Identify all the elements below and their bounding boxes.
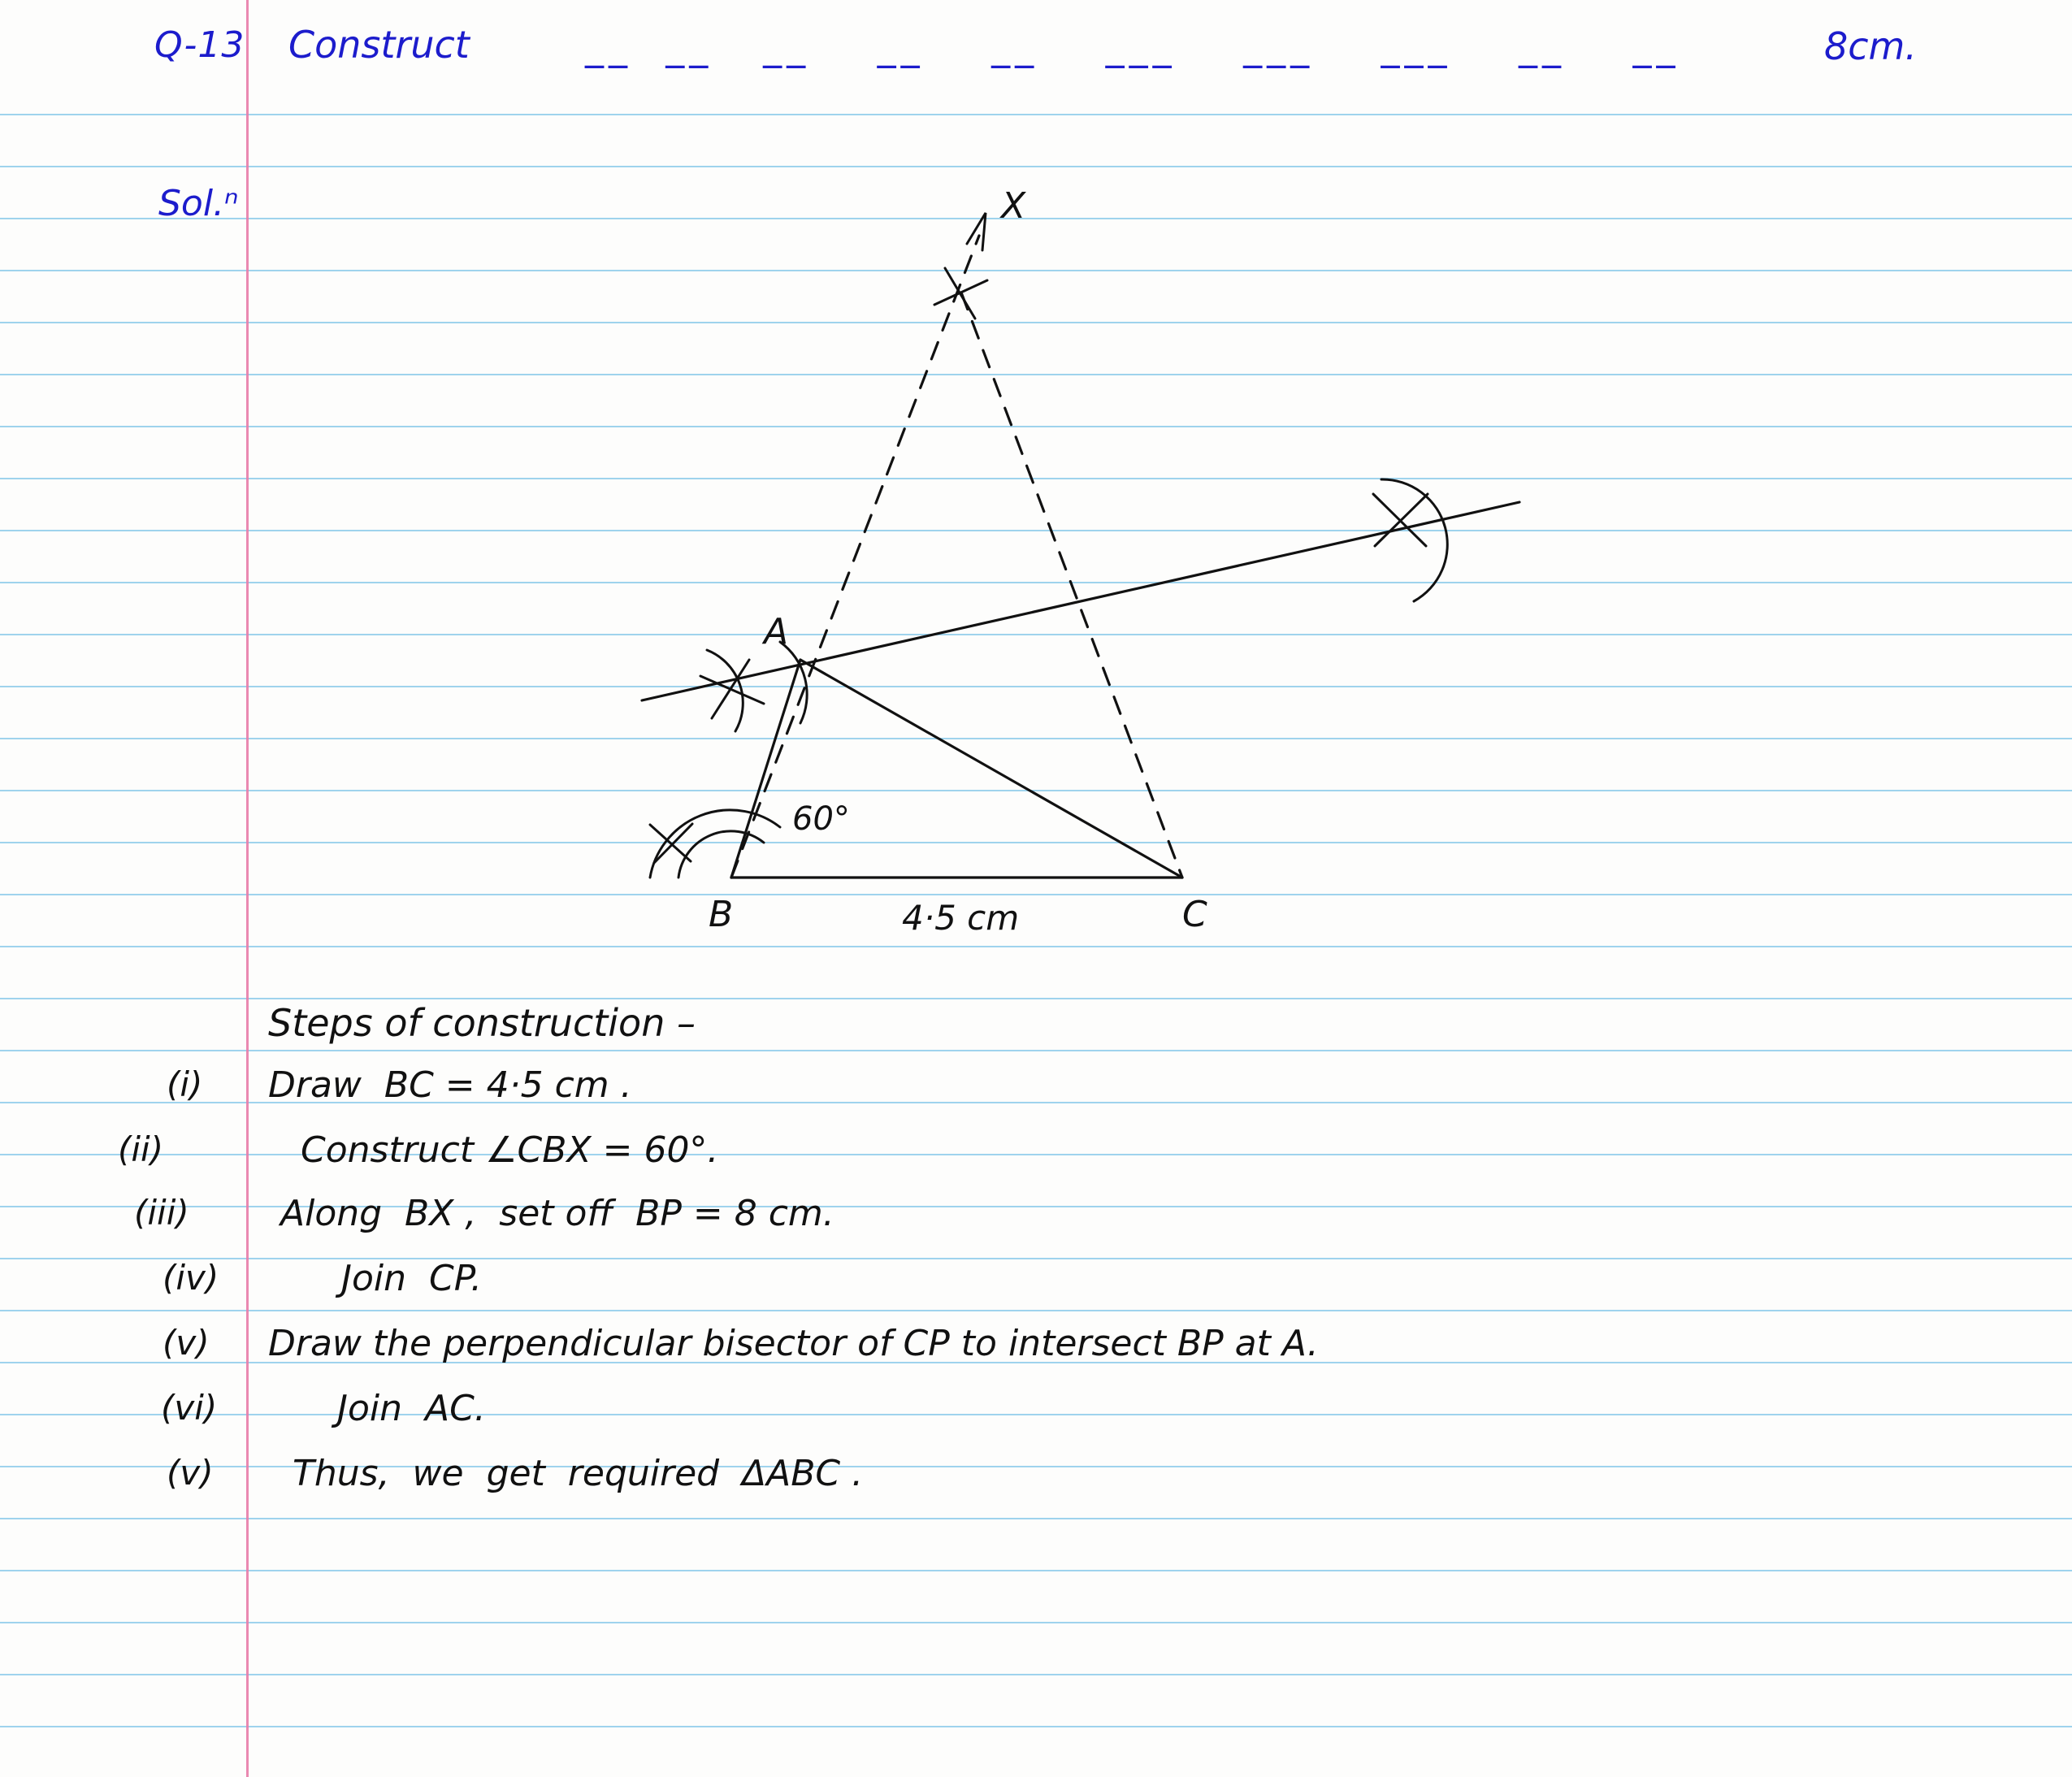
label-C: C [1182, 894, 1207, 935]
question-value: 8cm. [1824, 24, 1917, 68]
ray-BX [731, 236, 979, 878]
step-number: (v) [163, 1323, 210, 1363]
segment-AC [800, 660, 1182, 878]
step-text: Along BX , set off BP = 8 cm. [280, 1193, 834, 1234]
solution-label: Sol.ⁿ [158, 183, 239, 224]
label-A: A [764, 611, 789, 652]
step-text: Join CP. [341, 1258, 483, 1299]
question-number: Q-13 [154, 24, 245, 66]
step-number: (vi) [161, 1388, 218, 1428]
step-text: Join AC. [337, 1388, 486, 1429]
step-text: Draw BC = 4·5 cm . [268, 1064, 632, 1106]
step-number: (ii) [118, 1129, 164, 1169]
label-X: X [1001, 185, 1026, 227]
steps-title: Steps of construction – [268, 1001, 696, 1045]
step-number: (iv) [163, 1258, 219, 1298]
step-number: (i) [167, 1064, 203, 1104]
label-B: B [709, 894, 734, 935]
step-text: Construct ∠CBX = 60°. [301, 1129, 719, 1171]
step-number: (v) [167, 1453, 214, 1493]
step-text: Thus, we get required ΔABC . [293, 1453, 864, 1494]
step-text: Draw the perpendicular bisector of CP to intersect BP at A. [268, 1323, 1319, 1364]
label-base-length: 4·5 cm [902, 898, 1020, 938]
step-number: (iii) [134, 1193, 189, 1233]
question-word: Construct [288, 23, 470, 67]
question-blanks: __ __ __ __ __ ___ ___ ___ __ __ [585, 24, 1680, 68]
label-angle-60: 60° [792, 800, 850, 838]
